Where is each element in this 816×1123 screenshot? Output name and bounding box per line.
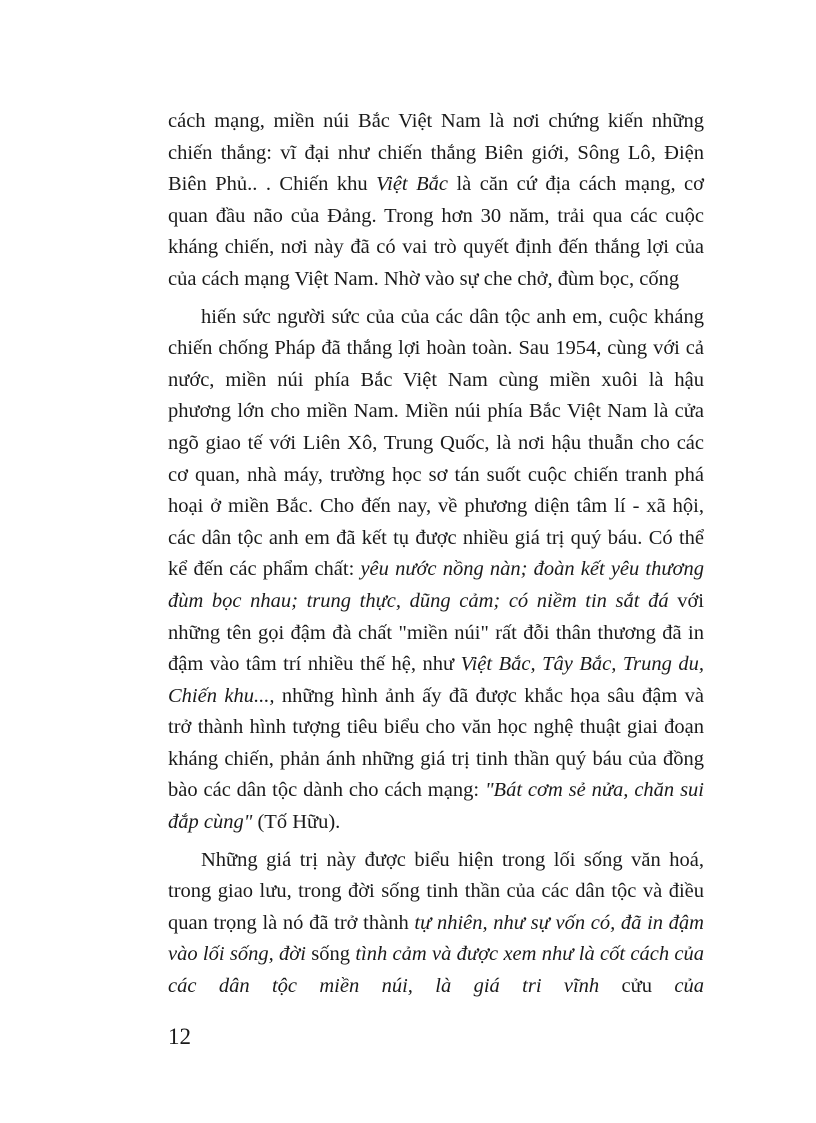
paragraph-3-text-2: sống	[305, 943, 356, 966]
paragraph-1-text-2: là căn cứ địa cách mạng, cơ quan đầu não của Đảng. Trong hơn 30 năm, trải qua các cuộc kháng chiến, nơi này đã có vai trò quyết định đến thắng lợi của của cách mạng Việt Nam. Nhờ vào sự che chở, đùm bọc, cống	[168, 173, 704, 290]
paragraph-1-text-1: cách mạng, miền núi Bắc Việt Nam là nơi chứng kiến những chiến thắng: vĩ đại như chiến thắng Biên giới, Sông Lô, Điện Biên Phủ.. . Chiến khu	[168, 110, 704, 196]
paragraph-2-text-2: với những tên gọi đậm đà chất "miền núi" rất đỗi thân thương đã in đậm vào tâm trí nhiều thế hệ, như	[168, 589, 704, 676]
paragraph-2-text-4: (Tố Hữu).	[252, 811, 341, 834]
paragraph-2-text-1: hiến sức người sức của của các dân tộc anh em, cuộc kháng chiến chống Pháp đã thắng lợi hoàn toàn. Sau 1954, cùng với cả nước, miền núi phía Bắc Việt Nam cùng miền xuôi là hậu phương lớn cho miền Nam. Miền núi phía Bắc Việt Nam là cửa ngõ giao tế với Liên Xô, Trung Quốc, là nơi hậu thuẫn cho các cơ quan, nhà máy, trường học sơ tán suốt cuộc chiến tranh phá hoại ở miền Bắc. Cho đến nay, về phương diện tâm lí - xã hội, các dân tộc anh em đã kết tụ được nhiều giá trị quý báu. Có thể kể đến các phẩm chất:	[168, 305, 704, 581]
paragraph-3-text-3: cửu	[599, 975, 675, 998]
paragraph-2	[168, 302, 704, 839]
paragraph-1	[168, 106, 704, 296]
paragraph-3-italic-1: tự nhiên, như sự vốn có, đã in đậm vào lối sống, đời	[168, 911, 704, 966]
paragraph-3-text-1: Những giá trị này được biểu hiện trong lối sống văn hoá, trong giao lưu, trong đời sống tinh thần của các dân tộc và điều quan trọng là nó đã trở thành	[168, 848, 704, 934]
paragraph-1-italic-viet-bac: Việt Bắc	[376, 173, 448, 196]
paragraph-2-italic-quote: "Bát cơm sẻ nửa, chăn sui đắp cùng"	[168, 779, 704, 834]
page-number: 12	[168, 1024, 191, 1049]
paragraph-2-italic-place-names: Việt Bắc, Tây Bắc, Trung du, Chiến khu...,	[168, 653, 704, 707]
paragraph-2-italic-qualities: yêu nước nồng nàn; đoàn kết yêu thương đùm bọc nhau; trung thực, dũng cảm; có niềm tin sắt đá	[168, 558, 704, 612]
paragraph-3	[168, 845, 704, 1003]
paragraph-2-text-3: những hình ảnh ấy đã được khắc họa sâu đậm và trở thành hình tượng tiêu biểu cho văn học nghệ thuật giai đoạn kháng chiến, phản ánh những giá trị tinh thần quý báu của đồng bào các dân tộc dành cho cách mạng:	[168, 684, 704, 802]
paragraph-3-italic-2: tình cảm và được xem như là cốt cách của các dân tộc miền núi, là giá tri vĩnh	[168, 943, 704, 998]
paragraph-3-italic-3: của	[674, 975, 704, 998]
page-body	[168, 106, 704, 1003]
